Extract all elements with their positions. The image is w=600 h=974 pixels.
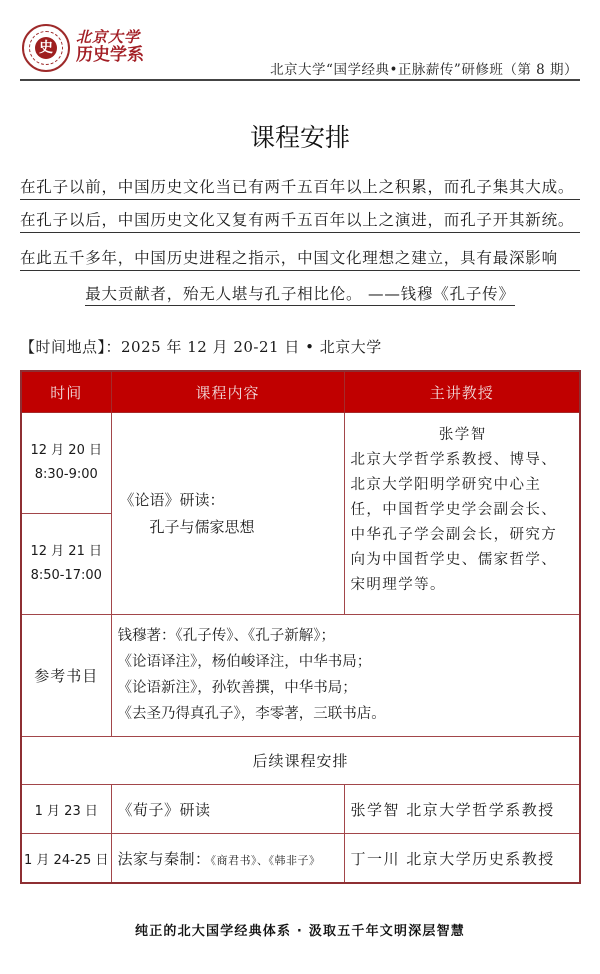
quote-line: 在此五千多年，中国历史进程之指示，中国文化理想之建立，具有最深影响 bbox=[20, 246, 580, 271]
quote-line-attribution: 最大贡献者，殆无人堪与孔子相比伦。 ——钱穆《孔子传》 bbox=[20, 282, 580, 306]
table-header-row bbox=[21, 371, 580, 413]
session-date-2: 12 月 21 日 8:50-17:00 bbox=[21, 514, 111, 615]
logo-department-name: 历史学系 bbox=[76, 45, 144, 65]
row-date: 1 月 24-25 日 bbox=[21, 834, 111, 884]
footer-slogan: 纯正的北大国学经典体系 · 汲取五千年文明深层智慧 bbox=[135, 924, 465, 939]
reference-item: 《去圣乃得真孔子》，李零著，三联书店。 bbox=[117, 706, 386, 722]
row-professor: 张学智 北京大学哲学系教授 bbox=[344, 785, 580, 834]
time-place: 【时间地点】：2025 年 12 月 20-21 日 • 北京大学 bbox=[20, 338, 382, 356]
page-header bbox=[20, 22, 580, 80]
seal-glyph: 史 bbox=[35, 37, 57, 59]
subsequent-heading: 后续课程安排 bbox=[21, 737, 580, 785]
subsequent-heading-row bbox=[21, 737, 580, 785]
session-date-1: 12 月 20 日 8:30-9:00 bbox=[21, 413, 111, 514]
table-row bbox=[21, 834, 580, 884]
table-row bbox=[21, 413, 580, 514]
header-professor: 主讲教授 bbox=[344, 371, 580, 413]
row-course: 《荀子》研读 bbox=[111, 785, 344, 834]
quote-line: 在孔子以后，中国历史文化又复有两千五百年以上之演进，而孔子开其新统。 bbox=[20, 208, 580, 233]
row-professor: 丁一川 北京大学历史系教授 bbox=[344, 834, 580, 884]
header-time: 时间 bbox=[21, 371, 111, 413]
program-title: 北京大学“国学经典•正脉薪传”研修班（第 8 期） bbox=[270, 62, 578, 78]
references-row bbox=[21, 615, 580, 737]
reference-item: 钱穆著：《孔子传》、《孔子新解》； bbox=[117, 628, 335, 644]
row-course: 法家与秦制：《商君书》、《韩非子》 bbox=[111, 834, 344, 884]
quote-line: 在孔子以前，中国历史文化当已有两千五百年以上之积累，而孔子集其大成。 bbox=[20, 175, 580, 200]
schedule-table bbox=[20, 370, 581, 884]
department-logo-text bbox=[76, 28, 144, 64]
header-divider bbox=[20, 79, 580, 81]
logo-university-name: 北京大学 bbox=[76, 28, 141, 46]
references-list bbox=[111, 615, 580, 737]
professor-name: 张学智 bbox=[438, 427, 487, 443]
header-course: 课程内容 bbox=[111, 371, 344, 413]
department-seal-icon bbox=[22, 24, 70, 72]
main-professor: 张学智 北京大学哲学系教授、博导、 北京大学阳明学研究中心主 任，中国哲学史学会副会长、 中华孔子学会副会长，研究方 向为中国哲学史、儒家哲学、 宋明理学等。 bbox=[344, 413, 580, 615]
page-title: 课程安排 bbox=[249, 123, 350, 152]
references-label: 参考书目 bbox=[21, 615, 111, 737]
table-row bbox=[21, 785, 580, 834]
reference-item: 《论语新注》，孙钦善撰，中华书局； bbox=[117, 680, 357, 696]
main-course: 《论语》研读： 孔子与儒家思想 bbox=[111, 413, 344, 615]
row-date: 1 月 23 日 bbox=[21, 785, 111, 834]
reference-item: 《论语译注》，杨伯峻译注，中华书局； bbox=[117, 654, 372, 670]
